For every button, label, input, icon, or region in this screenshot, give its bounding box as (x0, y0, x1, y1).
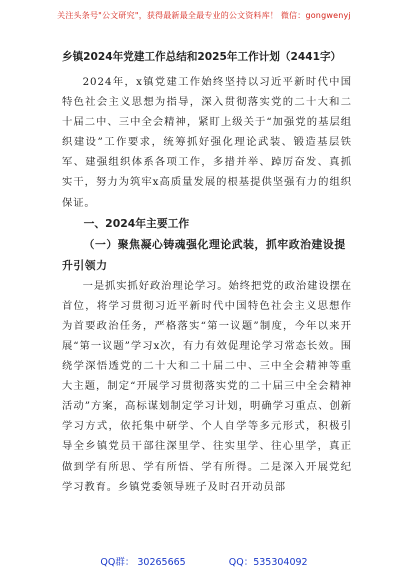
footer-qq: QQ：535304092 (228, 557, 308, 568)
footer-qq-group: QQ群： 30265665 (100, 557, 186, 568)
document-body (62, 50, 352, 497)
document-title: 乡镇2024年党建工作总结和2025年工作计划（2441字） (62, 51, 342, 63)
footer-contact (0, 554, 408, 568)
body-paragraph: 一是抓实抓好政治理论学习。始终把党的政治建设摆在首位，将学习贯彻习近平新时代中国特色社会主义思想作为首要政治任务，严格落实“第一议题”制度，今年以来开展“第一议题”学习x次，有力有效促理论学习常态长效。围绕学深悟透党的二十大和二十届二中、三中全会精神等重大主题，制定“开展学习贯彻落实党的二十届三中全会精神活动”方案，高标谋划制定学习计划，明确学习重点、创新学习方式，依托集中研学、个人自学等多元形式，积极引导全乡镇党员干部往深里学、往实里学、往心里学，真正做到学有所思、学有所悟、学有所得。二是深入开展党纪学习教育。乡镇党委领导班子及时召开动员部 (62, 279, 352, 493)
section-heading: 一、2024年主要工作 (83, 216, 190, 230)
intro-paragraph: 2024年，x镇党建工作始终坚持以习近平新时代中国特色社会主义思想为指导，深入贯彻落实党的二十大和二十届二中、三中全会精神，紧盯上级关于“加强党的基层组织建设”工作要求，统筹抓好强化理论武装、锻造基层铁军、建强组织体系各项工作，多措并举、踔厉奋发、真抓实干，努力为筑牢x高质量发展的根基提供坚强有力的组织保证。 (62, 76, 352, 209)
subsection-heading: （一）聚焦凝心铸魂强化理论武装，抓牢政治建设提升引领力 (62, 237, 346, 272)
header-banner: 关注头条号"公文研究"，获得最新最全最专业的公文资料库！ 微信：gongwenyj (57, 11, 351, 20)
